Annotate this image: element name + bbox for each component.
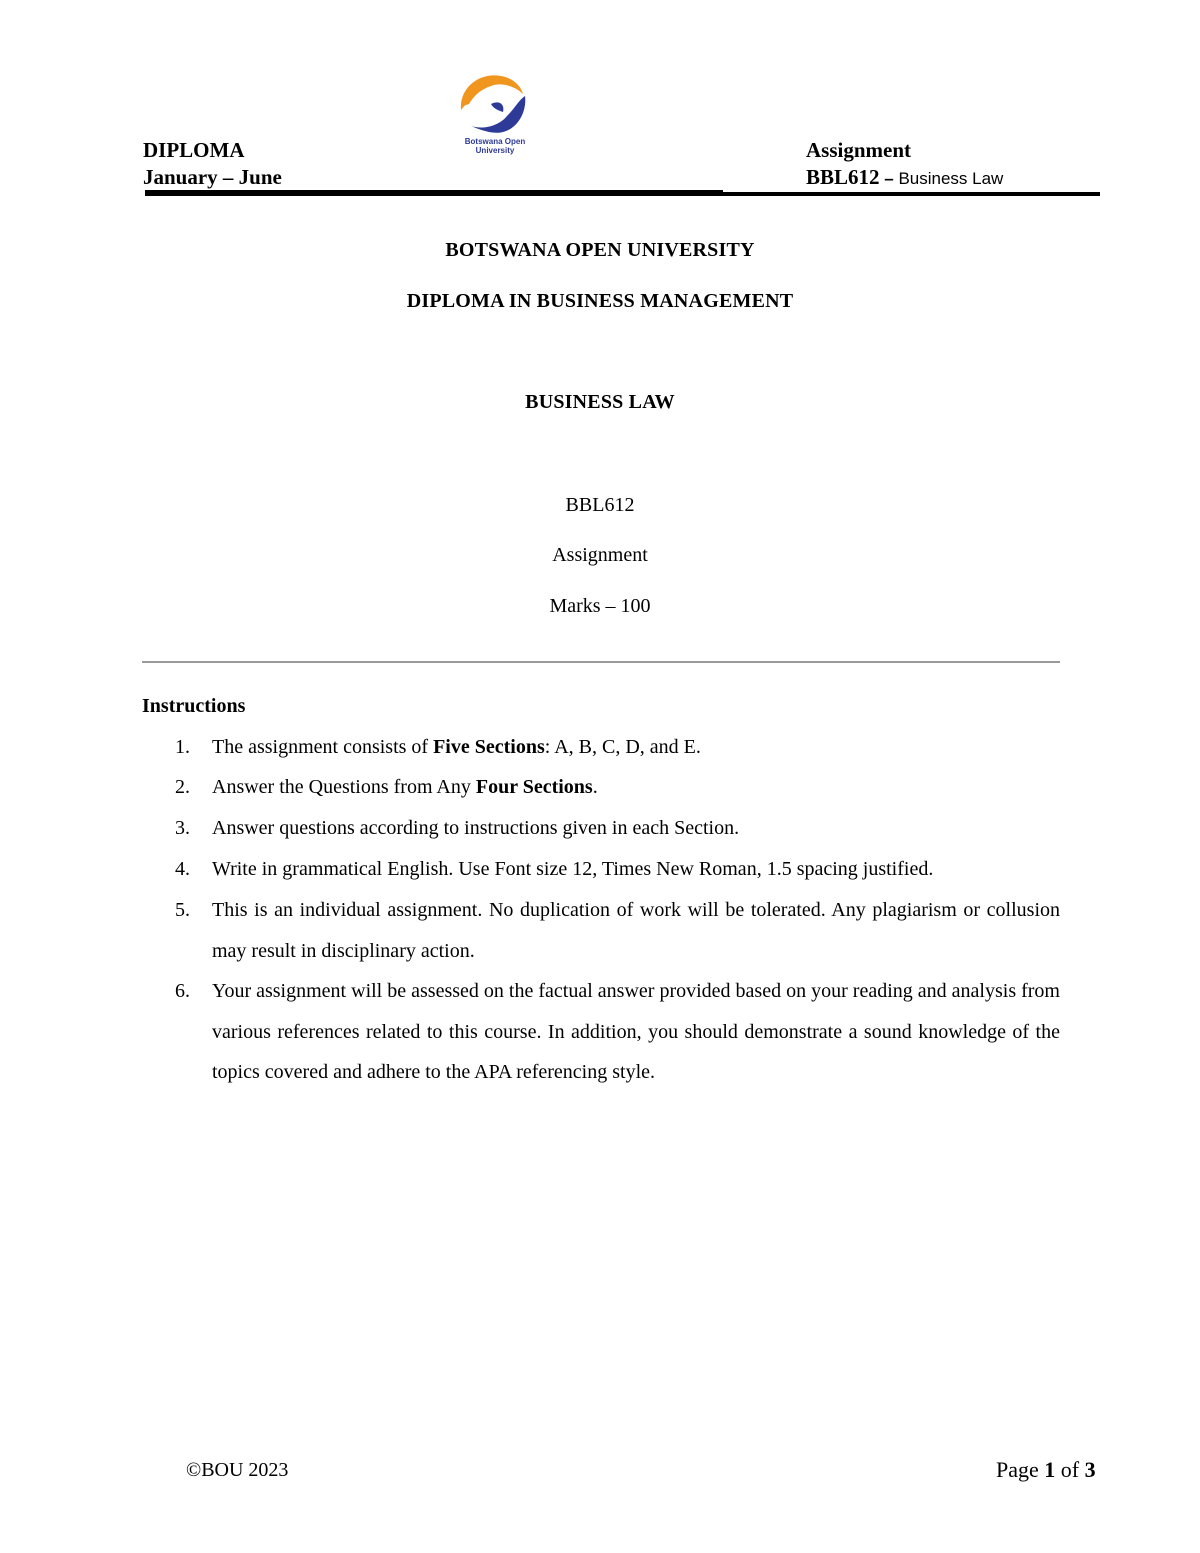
section-divider bbox=[142, 661, 1060, 663]
footer-page-of: of bbox=[1055, 1457, 1085, 1482]
footer-page-label: Page bbox=[996, 1457, 1045, 1482]
header-course-sep: – bbox=[879, 169, 899, 188]
logo-text-line2: University bbox=[475, 146, 515, 155]
instruction-text-pre: The assignment consists of bbox=[212, 736, 434, 758]
header-course-subject: Business Law bbox=[898, 169, 1004, 188]
instruction-number: 3. bbox=[175, 817, 190, 839]
header-course bbox=[806, 165, 1003, 190]
instruction-number: 6. bbox=[175, 980, 190, 1002]
header-period: January – June bbox=[143, 165, 282, 189]
university-logo bbox=[455, 70, 535, 160]
logo-text-line1: Botswana Open bbox=[464, 137, 526, 146]
footer-page-total: 3 bbox=[1084, 1457, 1096, 1482]
instruction-text-pre: Answer the Questions from Any bbox=[212, 776, 476, 798]
header-diploma: DIPLOMA bbox=[143, 138, 245, 162]
title-code: BBL612 bbox=[565, 494, 635, 516]
footer-page-current: 1 bbox=[1044, 1457, 1056, 1482]
instruction-number: 4. bbox=[175, 858, 190, 880]
instructions-heading: Instructions bbox=[142, 695, 246, 717]
footer-page-number bbox=[996, 1457, 1096, 1483]
instruction-text: This is an individual assignment. No duplication of work will be tolerated. Any plagiarism or collusion may result in disciplinary action. bbox=[212, 899, 1060, 962]
title-course: BUSINESS LAW bbox=[525, 391, 675, 413]
instruction-text-bold: Four Sections bbox=[475, 776, 593, 798]
instruction-text-post: . bbox=[592, 776, 598, 798]
title-university: BOTSWANA OPEN UNIVERSITY bbox=[445, 239, 755, 261]
instruction-text-bold: Five Sections bbox=[433, 736, 545, 758]
instruction-number: 2. bbox=[175, 776, 190, 798]
instruction-text bbox=[212, 767, 1060, 808]
instruction-text: Write in grammatical English. Use Font size 12, Times New Roman, 1.5 spacing justified. bbox=[212, 858, 934, 880]
title-marks: Marks – 100 bbox=[549, 595, 651, 617]
instruction-text: Your assignment will be assessed on the factual answer provided based on your reading and analysis from various references related to this course. In addition, you should demonstrate a sound knowledge of the topics covered and adhere to the APA referencing style. bbox=[212, 980, 1060, 1083]
instruction-number: 1. bbox=[175, 736, 190, 758]
title-program: DIPLOMA IN BUSINESS MANAGEMENT bbox=[406, 290, 794, 312]
footer-copyright: ©BOU 2023 bbox=[186, 1459, 289, 1481]
instruction-text-post: : A, B, C, D, and E. bbox=[544, 736, 701, 758]
instruction-number: 5. bbox=[175, 899, 190, 921]
instruction-text bbox=[212, 727, 1060, 768]
header-rule-thick bbox=[145, 192, 1100, 196]
title-type: Assignment bbox=[552, 544, 648, 566]
header-course-code: BBL612 bbox=[806, 165, 880, 189]
instruction-text: Answer questions according to instructions given in each Section. bbox=[212, 817, 740, 839]
header-assignment: Assignment bbox=[806, 138, 912, 162]
